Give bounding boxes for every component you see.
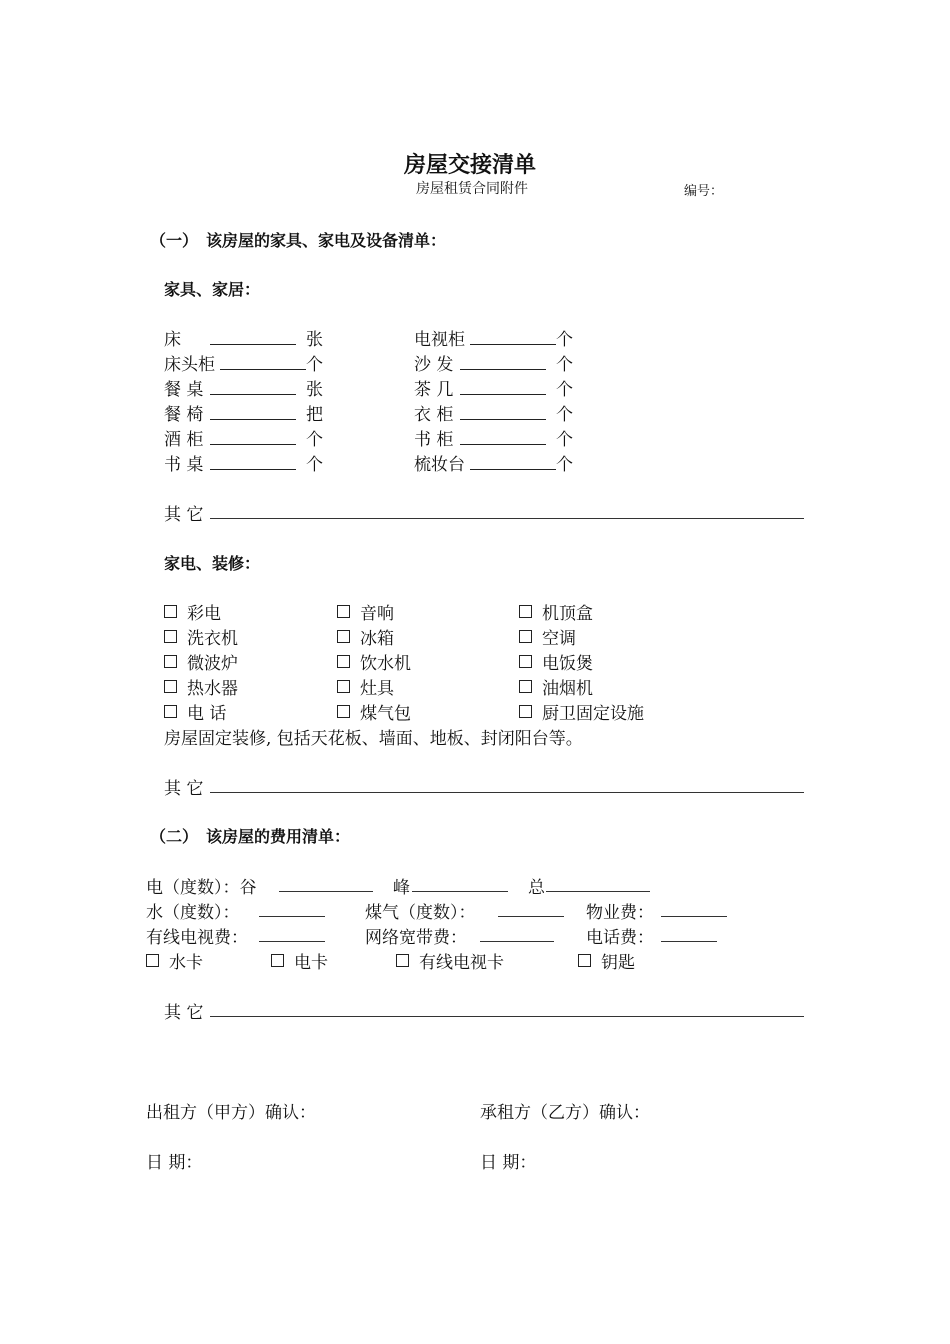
electric-label: 电（度数）：谷 bbox=[146, 878, 257, 898]
cable-fee-label: 有线电视费： bbox=[146, 928, 248, 948]
blank-line[interactable] bbox=[220, 353, 306, 370]
blank-line[interactable] bbox=[259, 916, 325, 917]
other-label: 其 它 bbox=[164, 1003, 204, 1023]
checkbox[interactable] bbox=[164, 630, 177, 643]
furniture-item: 电视柜 个 bbox=[414, 330, 573, 350]
checkbox[interactable] bbox=[337, 680, 350, 693]
checkbox[interactable] bbox=[337, 630, 350, 643]
blank-line[interactable] bbox=[470, 453, 556, 470]
appliance-item[interactable]: 空调 bbox=[519, 624, 576, 649]
checkbox[interactable] bbox=[164, 680, 177, 693]
property-fee-label: 物业费： bbox=[586, 903, 654, 923]
blank-line[interactable] bbox=[210, 328, 296, 345]
gas-label: 煤气（度数）： bbox=[365, 903, 476, 923]
lessee-date-label: 日 期： bbox=[480, 1153, 537, 1173]
furniture-item: 沙 发 个 bbox=[414, 355, 573, 375]
decoration-note: 房屋固定装修, 包括天花板、墙面、地板、封闭阳台等。 bbox=[164, 729, 583, 749]
furniture-item: 床 张 bbox=[164, 330, 323, 350]
appliance-item[interactable]: 热水器 bbox=[164, 674, 238, 699]
phone-fee-label: 电话费： bbox=[586, 928, 654, 948]
furniture-item: 梳妆台 个 bbox=[414, 455, 573, 475]
appliance-item[interactable]: 煤气包 bbox=[337, 699, 411, 724]
blank-line[interactable] bbox=[460, 353, 546, 370]
checkbox[interactable] bbox=[519, 705, 532, 718]
appliances-heading: 家电、装修： bbox=[164, 554, 261, 573]
card-item[interactable]: 有线电视卡 bbox=[396, 948, 504, 973]
appliance-item[interactable]: 冰箱 bbox=[337, 624, 394, 649]
checkbox[interactable] bbox=[164, 605, 177, 618]
checkbox[interactable] bbox=[164, 705, 177, 718]
lessor-date-label: 日 期： bbox=[146, 1153, 203, 1173]
checkbox[interactable] bbox=[578, 954, 591, 967]
serial-label: 编号： bbox=[684, 184, 724, 199]
blank-line[interactable] bbox=[210, 428, 296, 445]
page-subtitle: 房屋租赁合同附件 bbox=[416, 181, 528, 197]
blank-line[interactable] bbox=[412, 891, 508, 892]
checkbox[interactable] bbox=[164, 655, 177, 668]
appliance-item[interactable]: 电饭煲 bbox=[519, 649, 593, 674]
other-label: 其 它 bbox=[164, 779, 204, 799]
blank-line[interactable] bbox=[480, 941, 554, 942]
checkbox[interactable] bbox=[146, 954, 159, 967]
furniture-item: 餐 桌 张 bbox=[164, 380, 323, 400]
checkbox[interactable] bbox=[337, 655, 350, 668]
blank-line[interactable] bbox=[259, 941, 325, 942]
appliance-item[interactable]: 彩电 bbox=[164, 599, 221, 624]
appliance-item[interactable]: 微波炉 bbox=[164, 649, 238, 674]
lessor-confirm-label: 出租方（甲方）确认： bbox=[146, 1103, 316, 1123]
blank-line[interactable] bbox=[661, 916, 727, 917]
card-item[interactable]: 水卡 bbox=[146, 948, 203, 973]
furniture-item: 茶 几 个 bbox=[414, 380, 573, 400]
blank-line[interactable] bbox=[470, 328, 556, 345]
appliance-item[interactable]: 电 话 bbox=[164, 699, 226, 724]
section-one-heading: （一） 该房屋的家具、家电及设备清单： bbox=[150, 231, 447, 250]
furniture-item: 书 桌 个 bbox=[164, 455, 323, 475]
furniture-item: 餐 椅 把 bbox=[164, 405, 323, 425]
furniture-heading: 家具、家居： bbox=[164, 280, 261, 299]
other-blank-line[interactable] bbox=[210, 792, 804, 793]
other-blank-line[interactable] bbox=[210, 518, 804, 519]
furniture-item: 床头柜 个 bbox=[164, 355, 323, 375]
checkbox[interactable] bbox=[519, 630, 532, 643]
blank-line[interactable] bbox=[460, 428, 546, 445]
blank-line[interactable] bbox=[210, 453, 296, 470]
blank-line[interactable] bbox=[279, 891, 373, 892]
blank-line[interactable] bbox=[460, 378, 546, 395]
blank-line[interactable] bbox=[210, 403, 296, 420]
checkbox[interactable] bbox=[337, 705, 350, 718]
checkbox[interactable] bbox=[519, 680, 532, 693]
furniture-item: 衣 柜 个 bbox=[414, 405, 573, 425]
checkbox[interactable] bbox=[396, 954, 409, 967]
water-label: 水（度数）： bbox=[146, 903, 240, 923]
appliance-item[interactable]: 油烟机 bbox=[519, 674, 593, 699]
card-item[interactable]: 电卡 bbox=[271, 948, 328, 973]
blank-line[interactable] bbox=[210, 378, 296, 395]
card-item[interactable]: 钥匙 bbox=[578, 948, 635, 973]
appliance-item[interactable]: 机顶盒 bbox=[519, 599, 593, 624]
furniture-item: 书 柜 个 bbox=[414, 430, 573, 450]
lessee-confirm-label: 承租方（乙方）确认： bbox=[480, 1103, 650, 1123]
page-title: 房屋交接清单 bbox=[404, 153, 537, 178]
blank-line[interactable] bbox=[661, 941, 717, 942]
peak-label: 峰 bbox=[393, 878, 410, 898]
appliance-item[interactable]: 灶具 bbox=[337, 674, 394, 699]
blank-line[interactable] bbox=[498, 916, 564, 917]
checkbox[interactable] bbox=[271, 954, 284, 967]
blank-line[interactable] bbox=[460, 403, 546, 420]
furniture-item: 酒 柜 个 bbox=[164, 430, 323, 450]
checkbox[interactable] bbox=[519, 605, 532, 618]
appliance-item[interactable]: 音响 bbox=[337, 599, 394, 624]
appliance-item[interactable]: 厨卫固定设施 bbox=[519, 699, 644, 724]
broadband-fee-label: 网络宽带费： bbox=[365, 928, 467, 948]
checkbox[interactable] bbox=[337, 605, 350, 618]
checkbox[interactable] bbox=[519, 655, 532, 668]
total-label: 总 bbox=[528, 878, 545, 898]
appliance-item[interactable]: 洗衣机 bbox=[164, 624, 238, 649]
section-two-heading: （二） 该房屋的费用清单： bbox=[150, 827, 351, 846]
blank-line[interactable] bbox=[546, 891, 650, 892]
other-blank-line[interactable] bbox=[210, 1016, 804, 1017]
other-label: 其 它 bbox=[164, 505, 204, 525]
appliance-item[interactable]: 饮水机 bbox=[337, 649, 411, 674]
